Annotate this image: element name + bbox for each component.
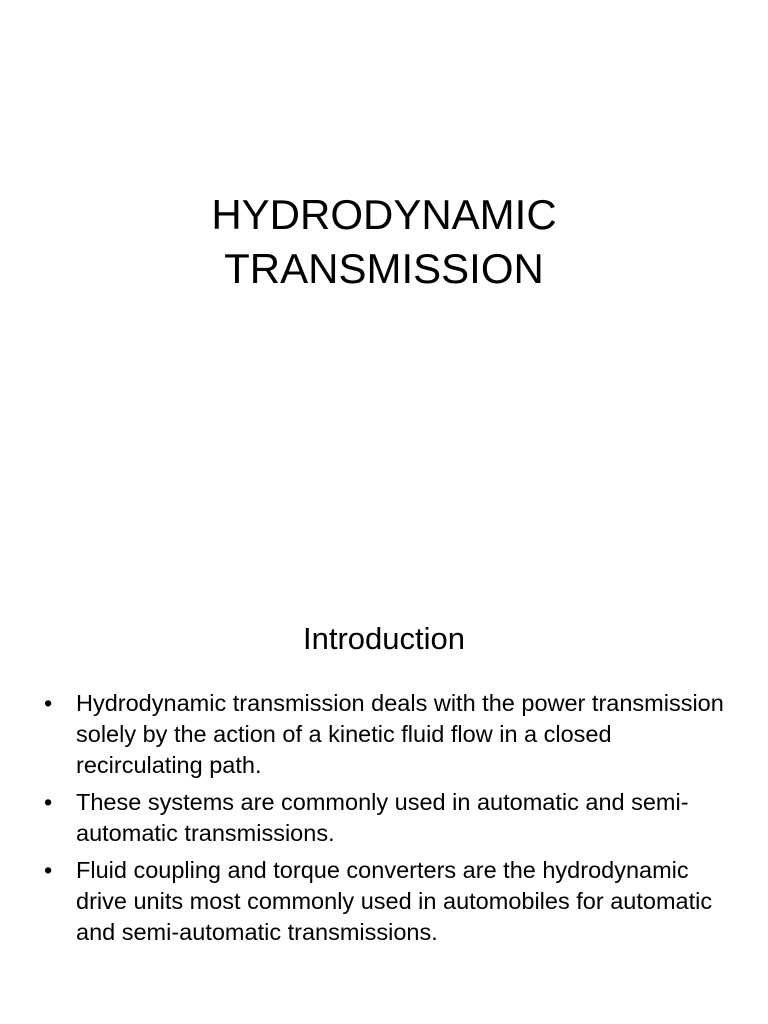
bullet-item (44, 688, 734, 781)
bullet-marker: • (44, 789, 53, 815)
bullet-text: Fluid coupling and torque converters are the hydrodynamic drive units most commonly used in automobiles for automatic and semi-automatic transmissions. (76, 857, 713, 945)
bullet-marker: • (44, 857, 53, 883)
slide-title-line-1: HYDRODYNAMIC (211, 191, 557, 238)
slide-title (0, 188, 768, 296)
bullet-item (44, 787, 734, 849)
bullet-text: Hydrodynamic transmission deals with the power transmission solely by the action of a kinetic fluid flow in a closed recirculating path. (76, 690, 724, 778)
slide-title-line-2: TRANSMISSION (224, 245, 544, 292)
bullet-list (44, 688, 734, 954)
bullet-marker: • (44, 690, 53, 716)
bullet-item (44, 855, 734, 948)
bullet-text: These systems are commonly used in automatic and semi-automatic transmissions. (76, 789, 689, 846)
section-heading: Introduction (303, 621, 465, 656)
